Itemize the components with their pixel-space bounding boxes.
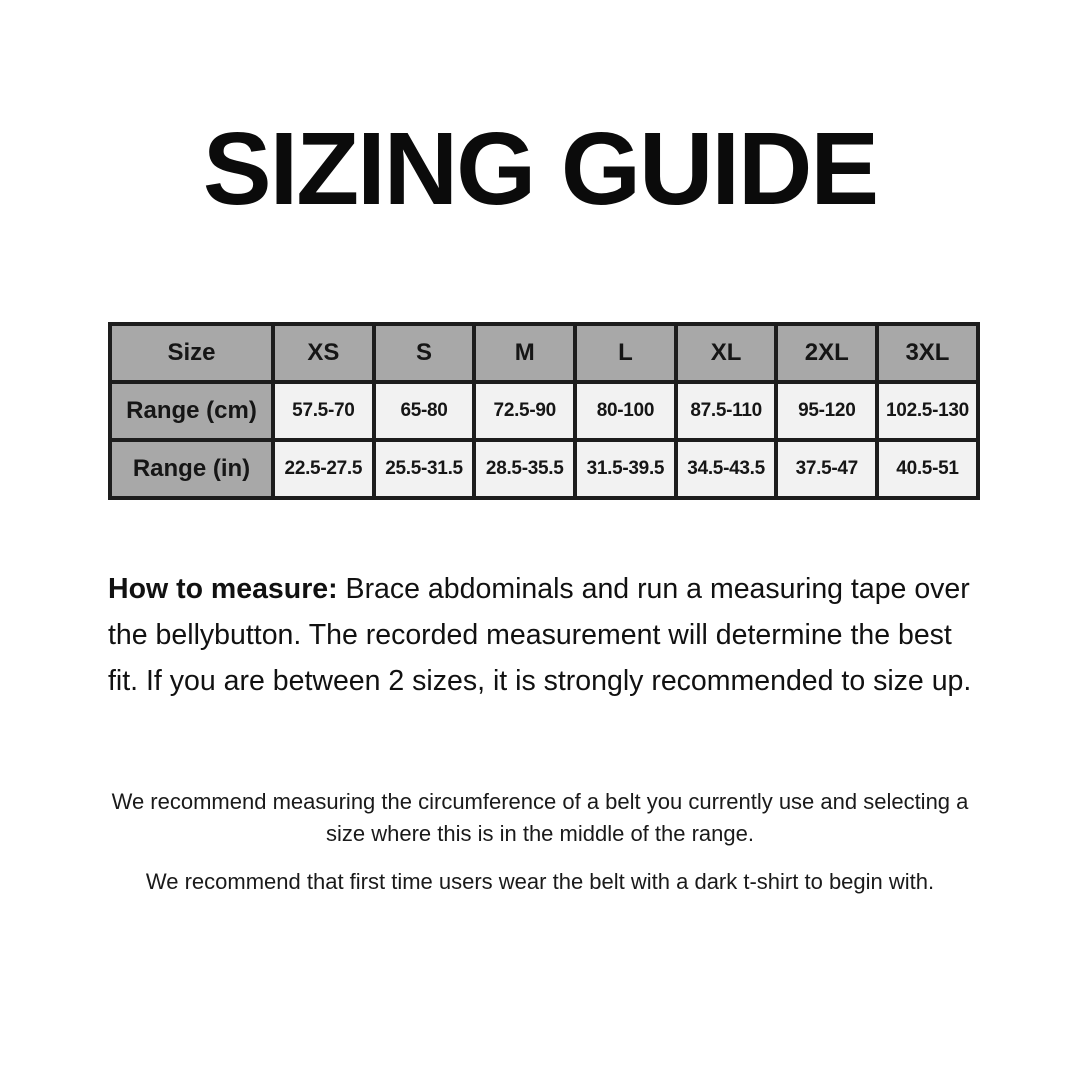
row-label-range-cm: Range (cm): [110, 382, 273, 440]
row-label-range-in: Range (in): [110, 440, 273, 498]
header-cell-xs: XS: [273, 324, 374, 382]
range-in-m: 28.5-35.5: [474, 440, 575, 498]
header-cell-m: M: [474, 324, 575, 382]
header-cell-2xl: 2XL: [776, 324, 877, 382]
how-to-measure-paragraph: [108, 566, 980, 704]
range-cm-xs: 57.5-70: [273, 382, 374, 440]
how-to-measure-text: Brace abdominals and run a measuring tape over the bellybutton. The recorded measurement will determine the best fit. If you are between 2 sizes, it is strongly recommended to size up.: [108, 573, 972, 697]
header-cell-l: L: [575, 324, 676, 382]
range-cm-3xl: 102.5-130: [877, 382, 978, 440]
table-row-range-cm: [110, 382, 978, 440]
range-in-xl: 34.5-43.5: [676, 440, 777, 498]
header-cell-s: S: [374, 324, 475, 382]
size-table-header-row: [110, 324, 978, 382]
header-cell-xl: XL: [676, 324, 777, 382]
how-to-measure-label: How to measure:: [108, 573, 338, 605]
range-cm-xl: 87.5-110: [676, 382, 777, 440]
recommendation-note-belt-circumference: We recommend measuring the circumference of a belt you currently use and selecting a size where this is in the middle of the range.: [111, 789, 969, 846]
range-in-s: 25.5-31.5: [374, 440, 475, 498]
range-cm-s: 65-80: [374, 382, 475, 440]
range-cm-l: 80-100: [575, 382, 676, 440]
range-in-2xl: 37.5-47: [776, 440, 877, 498]
range-in-3xl: 40.5-51: [877, 440, 978, 498]
header-cell-3xl: 3XL: [877, 324, 978, 382]
range-cm-2xl: 95-120: [776, 382, 877, 440]
range-in-l: 31.5-39.5: [575, 440, 676, 498]
page-title: SIZING GUIDE: [202, 111, 878, 226]
range-cm-m: 72.5-90: [474, 382, 575, 440]
recommendation-note-dark-tshirt: We recommend that first time users wear the belt with a dark t-shirt to begin with.: [145, 869, 935, 894]
range-in-xs: 22.5-27.5: [273, 440, 374, 498]
header-cell-size: Size: [110, 324, 273, 382]
size-table: [108, 322, 980, 500]
table-row-range-in: [110, 440, 978, 498]
